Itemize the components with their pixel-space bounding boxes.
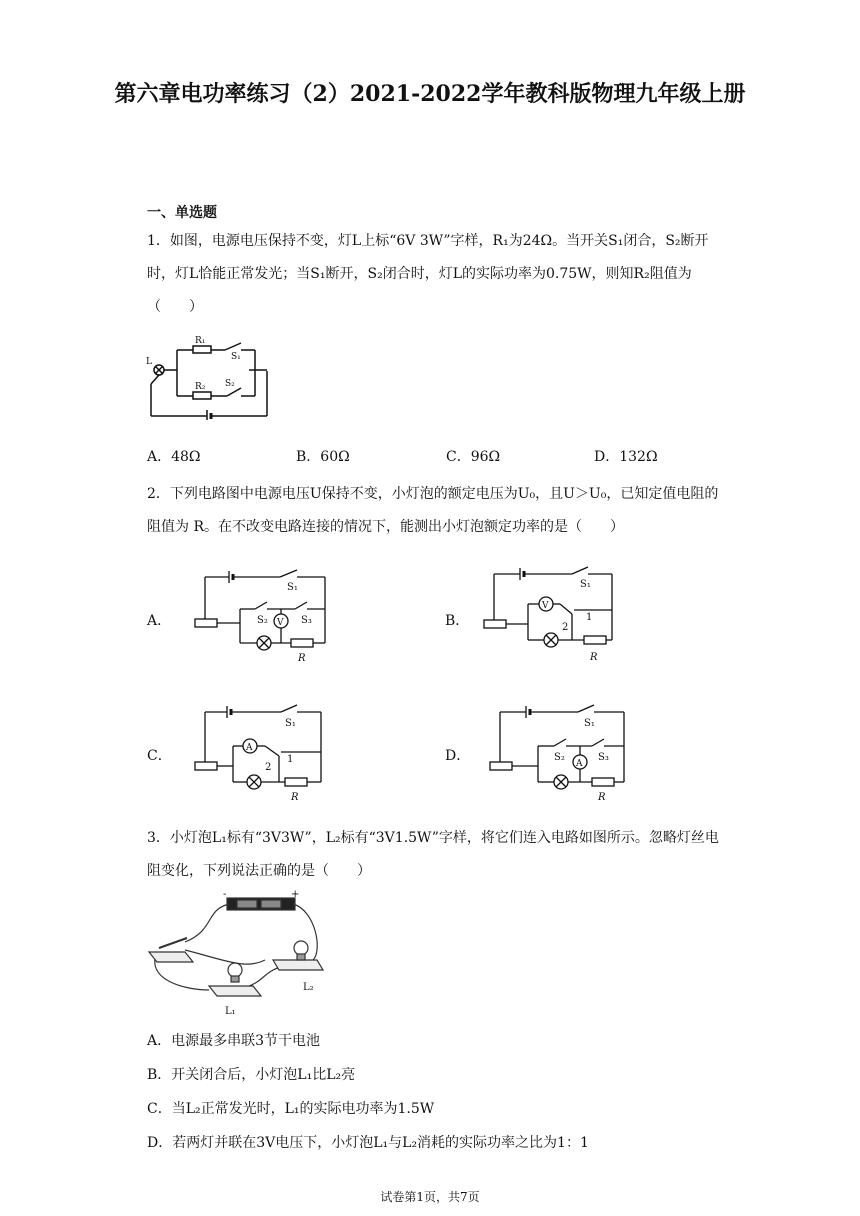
question-3-circuit-figure [145, 890, 335, 1018]
q2-figure-c [185, 700, 335, 804]
q2-figure-a [185, 565, 335, 665]
q2c-label-a: A [246, 743, 253, 753]
q2a-label-v: V [277, 618, 284, 628]
q2d-label-s2: S₂ [554, 752, 565, 763]
q1-option-c[interactable]: C．96Ω [446, 449, 501, 465]
q2b-label-1: 1 [586, 612, 593, 623]
q1-option-d[interactable]: D．132Ω [594, 449, 658, 465]
q1-label-s1: S₁ [231, 352, 241, 362]
q2b-label-v: V [542, 601, 549, 611]
q2a-label-s2: S₂ [257, 615, 268, 626]
q2-figure-b [480, 562, 630, 662]
q1-label-r2: R₂ [195, 382, 206, 392]
q2b-label-r: R [590, 652, 598, 662]
q2c-label-1: 1 [287, 754, 294, 765]
section-heading: 一、单选题 [147, 205, 217, 221]
question-3-text: 3．小灯泡L₁标有“3V3W”，L₂标有“3V1.5W”字样，将它们连入电路如图所示。忽略灯丝电阻变化，下列说法正确的是（ ） [147, 830, 719, 879]
q2-option-a[interactable]: A． [147, 613, 172, 629]
q2-option-d[interactable]: D． [445, 748, 471, 764]
q1-label-lamp: L [146, 357, 152, 367]
q2-option-b[interactable]: B． [445, 613, 470, 629]
q3-label-l2: L₂ [303, 982, 314, 993]
q3-option-c[interactable]: C．当L₂正常发光时，L₁的实际电功率为1.5W [147, 1101, 435, 1117]
q3-label-minus: - [223, 890, 227, 900]
q2d-label-s1: S₁ [584, 718, 595, 729]
q2b-label-s1: S₁ [580, 579, 591, 590]
q1-option-b[interactable]: B．60Ω [296, 449, 350, 465]
q2c-label-s1: S₁ [285, 718, 296, 729]
q1-label-r1: R₁ [195, 336, 206, 346]
q2d-label-r: R [598, 792, 606, 803]
q2c-label-2: 2 [265, 762, 272, 773]
q2d-label-s3: S₃ [598, 752, 609, 763]
q3-option-a[interactable]: A．电源最多串联3节干电池 [147, 1033, 321, 1049]
page-title: 第六章电功率练习（2）2021-2022学年教科版物理九年级上册 [114, 81, 746, 107]
page-footer: 试卷第1页，共7页 [380, 1190, 480, 1204]
q2d-label-a: A [576, 759, 583, 769]
q2c-label-r: R [291, 792, 299, 803]
q2-option-c[interactable]: C． [147, 748, 172, 764]
q2-figure-d [480, 700, 630, 804]
q2a-label-s3: S₃ [301, 615, 312, 626]
q2a-label-r: R [298, 653, 306, 664]
question-1-text: 1．如图，电源电压保持不变，灯L上标“6V 3W”字样，R₁为24Ω。当开关S₁闭合，S₂断开时，灯L恰能正常发光；当S₁断开，S₂闭合时，灯L的实际功率为0.75W，则知R₂阻值为（ ） [147, 233, 709, 315]
q3-option-d[interactable]: D．若两灯并联在3V电压下，小灯泡L₁与L₂消耗的实际功率之比为1：1 [147, 1135, 589, 1151]
q3-label-l1: L₁ [225, 1006, 236, 1017]
q2b-label-2: 2 [562, 622, 569, 633]
q3-label-plus: + [291, 890, 300, 900]
q3-option-b[interactable]: B．开关闭合后，小灯泡L₁比L₂亮 [147, 1067, 356, 1083]
question-1-circuit-figure [145, 334, 275, 420]
q2a-label-s1: S₁ [287, 582, 298, 593]
q1-label-s2: S₂ [225, 379, 235, 389]
q1-option-a[interactable]: A．48Ω [147, 449, 201, 465]
question-2-text: 2．下列电路图中电源电压U保持不变，小灯泡的额定电压为U₀，且U＞U₀，已知定值电阻的阻值为 R。在不改变电路连接的情况下，能测出小灯泡额定功率的是（ ） [147, 486, 719, 535]
